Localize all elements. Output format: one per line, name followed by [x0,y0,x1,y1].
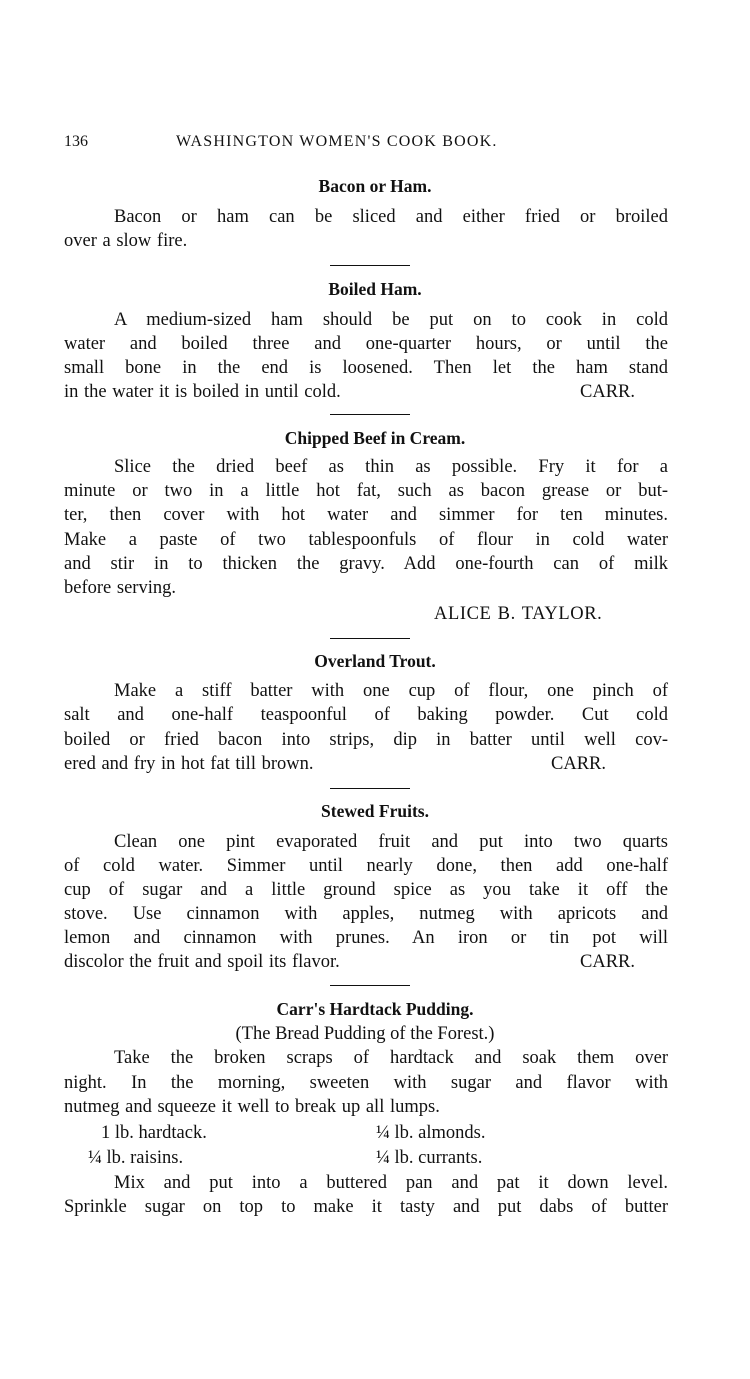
text-line: Bacon or ham can be sliced and either fried or broiled [114,207,668,227]
recipe-title: Bacon or Ham. [318,176,432,196]
text-line: Take the broken scraps of hardtack and soak them over [114,1048,668,1068]
ingredient: 1 lb. hardtack. [101,1123,207,1143]
text-line: water and boiled three and one-quarter hours, or until the [64,334,668,354]
text-line: discolor the fruit and spoil its flavor. [64,952,340,972]
text-line: nutmeg and squeeze it well to break up all lumps. [64,1097,440,1117]
text-line: before serving. [64,578,176,598]
divider [330,985,410,986]
recipe-subtitle: (The Bread Pudding of the Forest.) [235,1024,495,1044]
text-line: Mix and put into a buttered pan and pat it down level. [114,1173,668,1193]
recipe-title: Stewed Fruits. [321,801,429,821]
divider [330,265,410,266]
text-line: Sprinkle sugar on top to make it tasty and put dabs of butter [64,1197,668,1217]
divider [330,788,410,789]
divider [330,414,410,415]
text-line: Make a stiff batter with one cup of flour, one pinch of [114,681,668,701]
text-line: night. In the morning, sweeten with sugar and flavor with [64,1073,668,1093]
recipe-title: Boiled Ham. [328,279,422,299]
text-line: ter, then cover with hot water and simmer for ten minutes. [64,505,668,525]
text-line: Slice the dried beef as thin as possible. Fry it for a [114,457,668,477]
text-line: cup of sugar and a little ground spice as you take it off the [64,880,668,900]
text-line: stove. Use cinnamon with apples, nutmeg with apricots and [64,904,668,924]
text-line: Clean one pint evaporated fruit and put into two quarts [114,832,668,852]
running-title: WASHINGTON WOMEN'S COOK BOOK. [176,133,498,150]
text-line: and stir in to thicken the gravy. Add one-fourth can of milk [64,554,668,574]
recipe-title: Overland Trout. [314,651,436,671]
ingredient: ¼ lb. raisins. [88,1148,184,1168]
recipe-title: Chipped Beef in Cream. [284,428,466,448]
ingredient: ¼ lb. almonds. [376,1123,486,1143]
text-line: in the water it is boiled in until cold. [64,382,341,402]
text-line: small bone in the end is loosened. Then let the ham stand [64,358,668,378]
text-line: lemon and cinnamon with prunes. An iron or tin pot will [64,928,668,948]
text-line: of cold water. Simmer until nearly done, then add one-half [64,856,668,876]
text-line: A medium-sized ham should be put on to cook in cold [114,310,668,330]
signature: CARR. [551,754,607,774]
signature: CARR. [580,952,636,972]
divider [330,638,410,639]
text-line: ered and fry in hot fat till brown. [64,754,314,774]
text-line: salt and one-half teaspoonful of baking powder. Cut cold [64,705,668,725]
signature: ALICE B. TAYLOR. [434,604,603,624]
ingredient: ¼ lb. currants. [376,1148,483,1168]
recipe-title: Carr's Hardtack Pudding. [276,999,474,1019]
page-number: 136 [64,133,88,150]
text-line: minute or two in a little hot fat, such as bacon grease or but- [64,481,668,501]
signature: CARR. [580,382,636,402]
text-line: Make a paste of two tablespoonfuls of flour in cold water [64,530,668,550]
text-line: boiled or fried bacon into strips, dip in batter until well cov- [64,730,668,750]
text-line: over a slow fire. [64,231,188,251]
